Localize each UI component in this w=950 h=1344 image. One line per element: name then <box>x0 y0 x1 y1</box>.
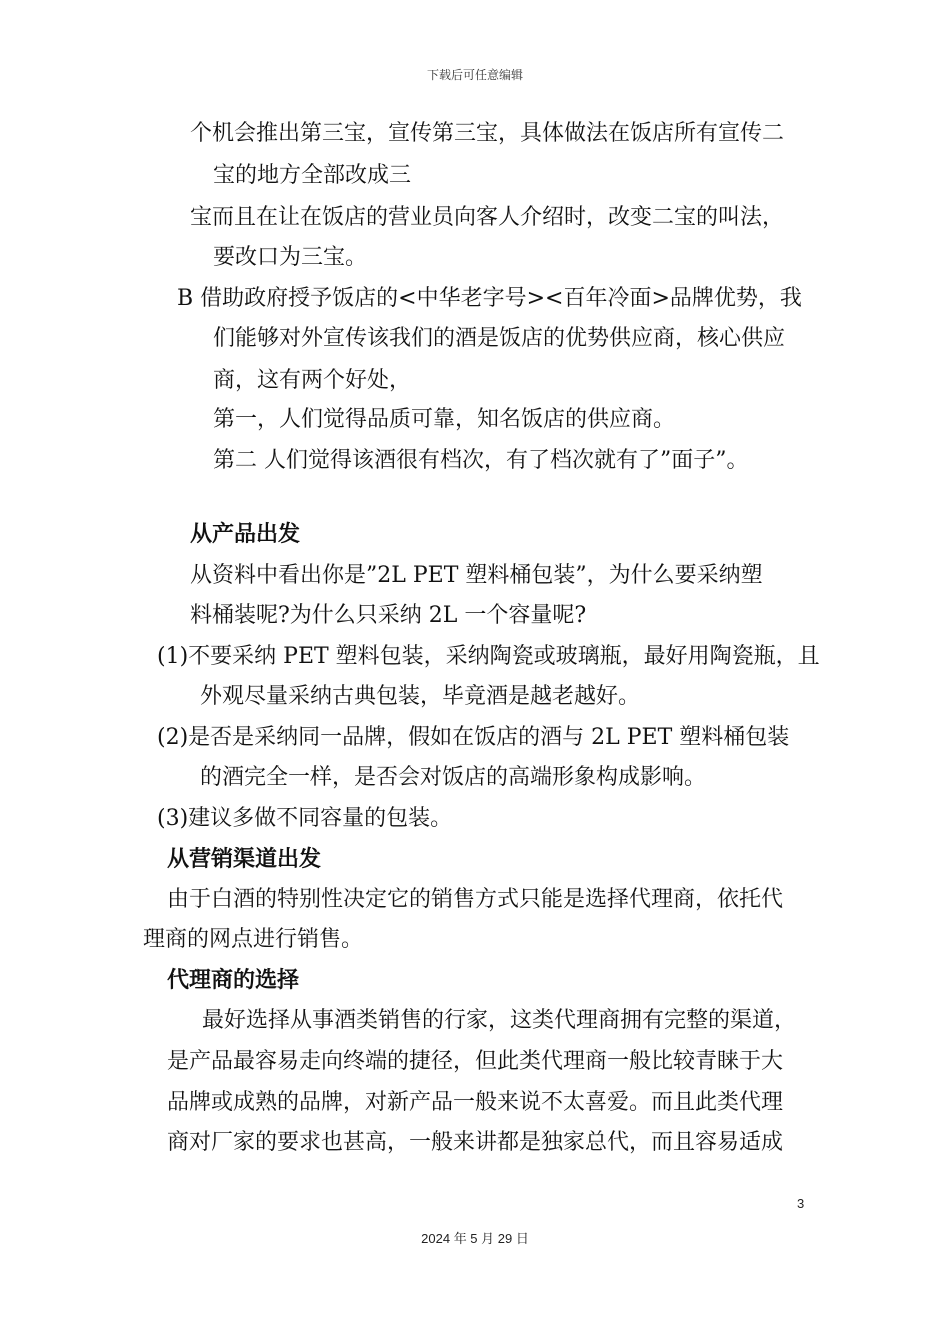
section-heading: 代理商的选择 <box>167 968 300 993</box>
body-line: 品牌或成熟的品牌，对新产品一般来说不太喜爱。而且此类代理 <box>167 1090 784 1115</box>
body-line: 第一，人们觉得品质可靠，知名饭店的供应商。 <box>213 407 676 432</box>
section-heading: 从营销渠道出发 <box>167 847 322 872</box>
body-line: 宝而且在让在饭店的营业员向客人介绍时，改变二宝的叫法， <box>190 205 785 230</box>
body-line: 要改口为三宝。 <box>213 245 368 270</box>
body-line: 是产品最容易走向终端的捷径，但此类代理商一般比较青睐于大 <box>167 1049 784 1074</box>
body-line: 个机会推出第三宝，宣传第三宝，具体做法在饭店所有宣传二 <box>190 121 785 146</box>
body-line: 商对厂家的要求也甚高，一般来讲都是独家总代，而且容易适成 <box>167 1130 784 1155</box>
list-item: (1)不要采纳 PET 塑料包装，采纳陶瓷或玻璃瓶，最好用陶瓷瓶，且 <box>157 644 820 669</box>
section-heading: 从产品出发 <box>190 522 301 547</box>
body-line: 从资料中看出你是”2L PET 塑料桶包装”，为什么要采纳塑 <box>190 563 763 588</box>
list-item-continued: 外观尽量采纳古典包装，毕竟酒是越老越好。 <box>200 684 641 709</box>
body-line: 由于白酒的特别性决定它的销售方式只能是选择代理商，依托代 <box>167 887 784 912</box>
list-item: (2)是否是采纳同一品牌，假如在饭店的酒与 2L PET 塑料桶包装 <box>157 725 790 750</box>
body-line: 理商的网点进行销售。 <box>143 927 364 952</box>
body-line: 们能够对外宣传该我们的酒是饭店的优势供应商，核心供应 <box>213 326 786 351</box>
body-line: 宝的地方全部改成三 <box>213 163 412 188</box>
list-item-continued: 的酒完全一样，是否会对饭店的高端形象构成影响。 <box>200 765 707 790</box>
page-footer-date: 2024 年 5 月 29 日 <box>421 1231 529 1246</box>
page-number: 3 <box>797 1196 805 1211</box>
body-line: 最好选择从事酒类销售的行家，这类代理商拥有完整的渠道， <box>202 1008 797 1033</box>
body-line: 商，这有两个好处， <box>213 368 412 393</box>
body-line: B 借助政府授予饭店的<中华老字号><百年冷面>品牌优势，我 <box>177 286 802 311</box>
body-line: 料桶装呢?为什么只采纳 2L 一个容量呢? <box>190 603 587 628</box>
page-header: 下载后可任意编辑 <box>426 68 523 82</box>
body-line: 第二 人们觉得该酒很有档次，有了档次就有了”面子”。 <box>213 448 749 473</box>
list-item: (3)建议多做不同容量的包装。 <box>157 806 453 831</box>
